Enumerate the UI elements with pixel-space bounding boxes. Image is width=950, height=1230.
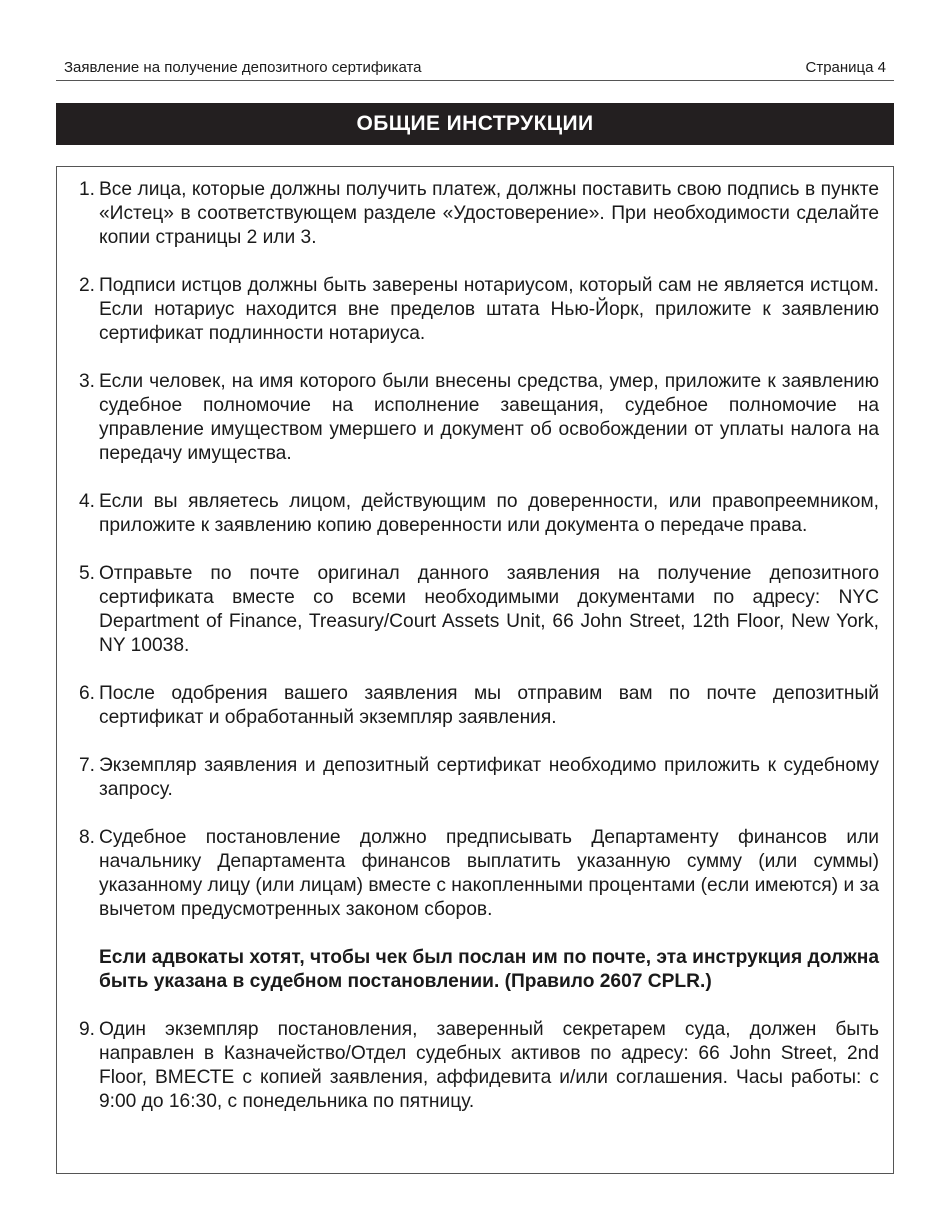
item-note-bold: Если адвокаты хотят, чтобы чек был послан им по почте, эта инструкция должна быть указана в судебном постановлении. (Правило 2607 CPLR.) [99, 947, 879, 992]
instruction-item-6 [78, 682, 879, 730]
document-title: Заявление на получение депозитного сертификата [64, 59, 422, 76]
instruction-item-4 [78, 490, 879, 538]
page-header [64, 58, 886, 78]
item-number: 7. [78, 755, 95, 776]
section-title: ОБЩИЕ ИНСТРУКЦИИ [356, 112, 594, 135]
header-divider [56, 80, 894, 81]
instruction-item-3 [78, 370, 879, 466]
item-text: Подписи истцов должны быть заверены нотариусом, который сам не является истцом. Если нотариус находится вне пределов штата Нью-Йорк, приложите к заявлению сертификат подлинности нотариуса. [99, 275, 879, 344]
item-text: Если вы являетесь лицом, действующим по доверенности, или правопреемником, приложите к заявлению копию доверенности или документа о передаче права. [99, 491, 879, 536]
item-number: 6. [78, 683, 95, 704]
instructions-list [78, 178, 879, 1138]
instruction-item-9 [78, 1018, 879, 1114]
item-text: Все лица, которые должны получить платеж, должны поставить свою подпись в пункте «Истец» в соответствующем разделе «Удостоверение». При необходимости сделайте копии страницы 2 или 3. [99, 179, 879, 248]
item-number: 8. [78, 827, 95, 848]
item-text: Отправьте по почте оригинал данного заявления на получение депозитного сертификата вместе со всеми необходимыми документами по адресу: NYC Department of Finance, Treasury/Court Assets Unit, 66 John Street, 12th Floor, New York, NY 10038. [99, 563, 879, 656]
item-text: Судебное постановление должно предписывать Департаменту финансов или начальнику Департамента финансов выплатить указанную сумму (или суммы) указанному лицу (или лицам) вместе с накопленными процентами (если имеются) и за вычетом предусмотренных законом сборов. [99, 827, 879, 920]
item-text: Если человек, на имя которого были внесены средства, умер, приложите к заявлению судебное полномочие на исполнение завещания, судебное полномочие на управление имуществом умершего и документ об освобождении от уплаты налога на передачу имущества. [99, 371, 879, 464]
item-number: 2. [78, 275, 95, 296]
item-text: После одобрения вашего заявления мы отправим вам по почте депозитный сертификат и обработанный экземпляр заявления. [99, 683, 879, 728]
instruction-item-7 [78, 754, 879, 802]
page-number: Страница 4 [805, 59, 886, 76]
instruction-item-8 [78, 826, 879, 994]
instruction-item-1 [78, 178, 879, 250]
item-text: Один экземпляр постановления, заверенный секретарем суда, должен быть направлен в Казначейство/Отдел судебных активов по адресу: 66 John Street, 2nd Floor, ВМЕСТЕ с копией заявления, аффидевита и/или соглашения. Часы работы: с 9:00 до 16:30, с понедельника по пятницу. [99, 1019, 879, 1112]
instructions-box [56, 166, 894, 1174]
item-number: 3. [78, 371, 95, 392]
instruction-item-5 [78, 562, 879, 658]
item-number: 4. [78, 491, 95, 512]
item-number: 1. [78, 179, 95, 200]
instruction-item-2 [78, 274, 879, 346]
item-text: Экземпляр заявления и депозитный сертификат необходимо приложить к судебному запросу. [99, 755, 879, 800]
item-number: 9. [78, 1019, 95, 1040]
section-banner [56, 103, 894, 145]
item-number: 5. [78, 563, 95, 584]
